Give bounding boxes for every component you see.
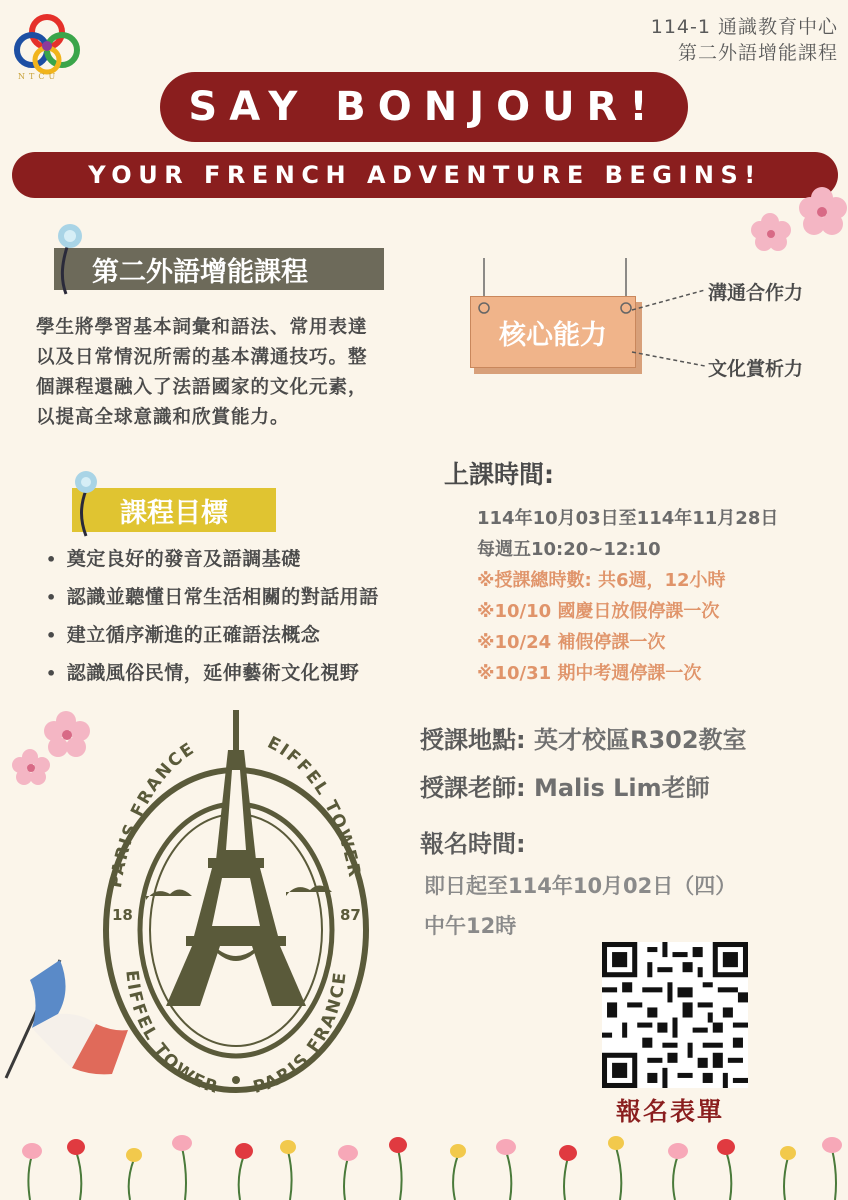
organizer-info bbox=[651, 14, 838, 66]
french-flag-icon bbox=[0, 950, 140, 1090]
schedule-note: ※授課總時數: 共6週，12小時 bbox=[477, 570, 726, 591]
dashed-connectors bbox=[630, 280, 710, 380]
location-value: 英才校區R302教室 bbox=[533, 726, 747, 754]
schedule-note: ※10/31 期中考週停課一次 bbox=[477, 663, 702, 684]
org-line-1: 114-1 通識教育中心 bbox=[650, 16, 838, 38]
subtitle-banner: YOUR FRENCH ADVENTURE BEGINS! bbox=[12, 152, 838, 198]
goal-item: • 建立循序漸進的正確語法概念 bbox=[46, 616, 379, 654]
flower-decoration-icon bbox=[750, 180, 848, 260]
schedule-title: 上課時間: bbox=[444, 460, 554, 489]
location-label: 授課地點: bbox=[420, 726, 526, 754]
stamp-text-top-right: EIFFEL TOWER bbox=[264, 732, 365, 881]
title-banner: SAY BONJOUR! bbox=[160, 72, 688, 142]
course-description bbox=[36, 313, 436, 433]
qr-label: 報名表單 bbox=[616, 1097, 725, 1126]
stamp-text-bottom-right: PARIS FRANCE bbox=[250, 969, 351, 1098]
schedule-note: ※10/10 國慶日放假停課一次 bbox=[477, 601, 720, 622]
teacher-value: Malis Lim老師 bbox=[533, 774, 710, 802]
location-row bbox=[420, 720, 747, 755]
course-heading: 第二外語增能課程 bbox=[54, 248, 384, 290]
goal-item: • 認識並聽懂日常生活相關的對話用語 bbox=[46, 578, 379, 616]
flower-decoration-icon bbox=[10, 705, 100, 785]
sign-holes bbox=[470, 296, 650, 326]
flower-border-icon bbox=[0, 1125, 848, 1200]
logo-text: NTCU bbox=[18, 72, 60, 81]
goals-list bbox=[46, 540, 379, 692]
ability-culture: 文化賞析力 bbox=[708, 358, 804, 380]
schedule-dates: 114年10月03日至114年11月28日 bbox=[477, 508, 779, 529]
teacher-label: 授課老師: bbox=[420, 774, 526, 802]
goals-heading: 課程目標 bbox=[72, 488, 276, 532]
registration-line-2: 中午12時 bbox=[424, 914, 517, 938]
goal-item: • 奠定良好的發音及語調基礎 bbox=[46, 540, 379, 578]
dandelion-icon bbox=[70, 470, 104, 540]
goal-item: • 認識風俗民情，延伸藝術文化視野 bbox=[46, 654, 379, 692]
schedule-weekly: 每週五10:20~12:10 bbox=[477, 539, 661, 560]
teacher-row bbox=[420, 768, 710, 803]
desc-line: 學生將學習基本詞彙和語法、常用表達 bbox=[36, 317, 368, 338]
desc-line: 以及日常情況所需的基本溝通技巧。整 bbox=[36, 347, 368, 368]
stamp-text-bottom: EIFFEL TOWER bbox=[121, 969, 222, 1099]
registration-line-1: 即日起至114年10月02日（四） bbox=[424, 874, 737, 898]
stamp-year-right: 87 bbox=[340, 906, 361, 924]
registration-label: 報名時間: bbox=[420, 830, 526, 858]
dandelion-icon bbox=[52, 222, 86, 298]
schedule-note: ※10/24 補假停課一次 bbox=[477, 632, 666, 653]
desc-line: 以提高全球意識和欣賞能力。 bbox=[36, 407, 290, 428]
desc-line: 個課程還融入了法語國家的文化元素， bbox=[36, 377, 368, 398]
core-ability-sign: 核心能力 bbox=[470, 296, 636, 368]
registration-qr-code[interactable] bbox=[602, 942, 748, 1088]
stamp-text-top: PARIS FRANCE bbox=[105, 738, 200, 890]
ability-communication: 溝通合作力 bbox=[708, 282, 804, 304]
stamp-year-left: 18 bbox=[112, 906, 133, 924]
schedule-lines bbox=[477, 503, 778, 689]
org-line-2: 第二外語增能課程 bbox=[677, 42, 838, 64]
